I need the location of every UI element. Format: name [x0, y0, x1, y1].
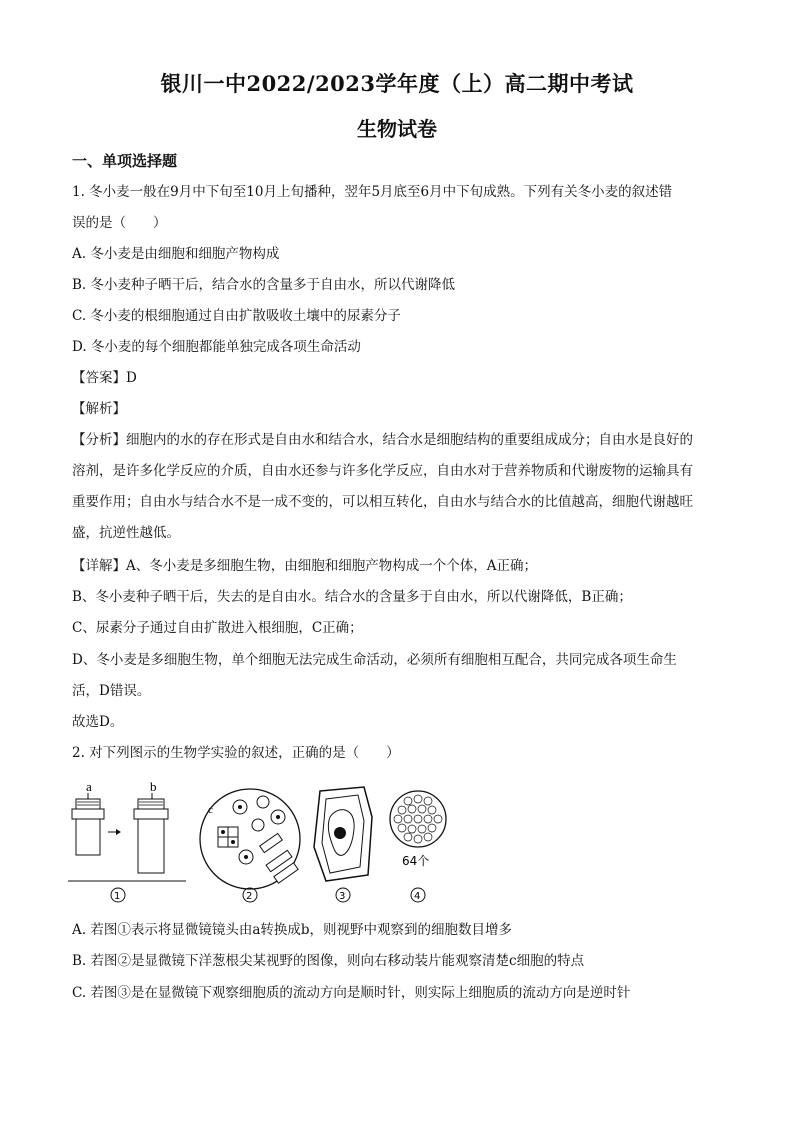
- q1-detail-line4: D、冬小麦是多细胞生物，单个细胞无法完成生命活动，必须所有细胞相互配合，共同完成各项生命生: [72, 652, 677, 668]
- q1-option-d: D. 冬小麦的每个细胞都能单独完成各项生命活动: [72, 339, 361, 355]
- nucleus: [334, 827, 346, 839]
- figure-4-cell-field: [390, 791, 446, 902]
- svg-text:2: 2: [246, 891, 253, 902]
- svg-text:3: 3: [339, 891, 346, 902]
- q1-option-b: B. 冬小麦种子晒干后，结合水的含量多于自由水，所以代谢降低: [72, 277, 456, 293]
- q1-detail-line2: B、冬小麦种子晒干后，失去的是自由水。结合水的含量多于自由水，所以代谢降低，B正确；: [72, 589, 632, 605]
- q1-fenxi-line3: 重要作用；自由水与结合水不是一成不变的，可以相互转化，自由水与结合水的比值越高，细胞代谢越旺: [72, 494, 693, 510]
- figure-3-plant-cell: [314, 787, 372, 902]
- q1-option-c: C. 冬小麦的根细胞通过自由扩散吸收土壤中的尿素分子: [72, 308, 401, 324]
- exam-subtitle: 生物试卷: [357, 117, 437, 141]
- arrow-icon: [116, 829, 121, 835]
- lens-a-thread: [76, 799, 100, 809]
- lens-a-body: [76, 819, 100, 855]
- q1-detail-line1: 【详解】A、冬小麦是多细胞生物，由细胞和细胞产物构成一个个体，A正确；: [72, 558, 537, 574]
- q1-fenxi-line2: 溶剂，是许多化学反应的介质，自由水还参与许多化学反应，自由水对于营养物质和代谢废物的运输具有: [72, 463, 693, 479]
- svg-text:1: 1: [114, 891, 121, 902]
- label-b: b: [150, 779, 157, 794]
- q1-conclusion: 故选D。: [72, 714, 124, 730]
- svg-text:4: 4: [414, 891, 421, 902]
- section-heading: 一、单项选择题: [72, 152, 178, 170]
- q2-stem: 2. 对下列图示的生物学实验的叙述，正确的是（ ）: [72, 745, 400, 761]
- lens-b-thread: [138, 799, 164, 809]
- label-c: c: [208, 804, 213, 816]
- q2-option-c: C. 若图③是在显微镜下观察细胞质的流动方向是顺时针，则实际上细胞质的流动方向是逆时针: [72, 985, 631, 1001]
- cell-count-label: 64个: [402, 854, 430, 868]
- q2-option-b: B. 若图②是显微镜下洋葱根尖某视野的图像，则向右移动装片能观察清楚c细胞的特点: [72, 953, 585, 969]
- q2-option-a: A. 若图①表示将显微镜镜头由a转换成b，则视野中观察到的细胞数目增多: [72, 922, 513, 938]
- q1-fenxi-line1: 【分析】细胞内的水的存在形式是自由水和结合水，结合水是细胞结构的重要组成成分；自由水是良好的: [72, 432, 693, 448]
- q1-detail-line5: 活，D错误。: [72, 683, 151, 699]
- figure-2-root-tip-view: [200, 789, 300, 902]
- q1-stem-line1: 1. 冬小麦一般在9月中下旬至10月上旬播种，翌年5月底至6月中下旬成熟。下列有关冬小麦的叙述错: [72, 184, 673, 200]
- q1-fenxi-line4: 盛，抗逆性越低。: [72, 525, 180, 541]
- q1-answer: 【答案】D: [72, 370, 137, 386]
- q1-option-a: A. 冬小麦是由细胞和细胞产物构成: [72, 246, 280, 262]
- lens-b-body: [138, 819, 164, 873]
- label-a: a: [86, 779, 92, 794]
- figure-1-objectives: [68, 779, 186, 902]
- q1-stem-line2: 误的是（ ）: [72, 215, 167, 231]
- q2-figure-set: [68, 777, 448, 907]
- q1-detail-line3: C、尿素分子通过自由扩散进入根细胞，C正确；: [72, 620, 363, 636]
- q1-analysis-label: 【解析】: [72, 401, 126, 417]
- exam-title: 银川一中2022/2023学年度（上）高二期中考试: [160, 71, 634, 96]
